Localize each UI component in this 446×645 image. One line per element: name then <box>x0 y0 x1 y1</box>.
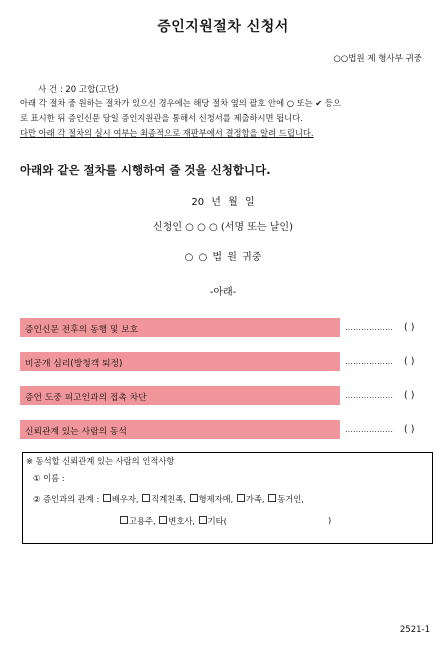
relation-employer-label: 고용주, <box>129 516 156 526</box>
option-label: 비공개 심리(방청객 퇴정) <box>25 359 123 369</box>
option-leader-dots: ……………… <box>345 323 393 332</box>
option-label: 신뢰관계 있는 사람의 동석 <box>25 427 127 437</box>
checkbox-spouse[interactable] <box>103 494 111 502</box>
apply-statement: 아래와 같은 절차를 시행하여 줄 것을 신청합니다. <box>20 163 271 177</box>
relation-lineal-label: 직계친족, <box>151 494 186 504</box>
court-division-line: ○○법원 제 형사부 귀중 <box>333 54 422 64</box>
companion-heading: ※ 동석할 신뢰관계 있는 사람의 인적사항 <box>26 456 175 466</box>
case-number-line: 사 건 : 20 고합(고단) <box>38 85 119 95</box>
relation-sibling-label: 형제자매, <box>198 494 234 504</box>
checkbox-sibling[interactable] <box>190 494 198 502</box>
option-checkbox-paren[interactable]: ( ) <box>404 356 415 367</box>
form-title: 증인지원절차 신청서 <box>157 19 289 35</box>
option-checkbox-paren[interactable]: ( ) <box>404 424 415 435</box>
option-leader-dots: ……………… <box>345 391 393 400</box>
option-leader-dots: ……………… <box>345 425 393 434</box>
form-code: 2521-1 <box>399 625 430 635</box>
relation-lawyer-label: 변호사, <box>168 516 196 526</box>
relation-cohabitant-label: 동거인, <box>277 494 304 504</box>
other-close-paren: ) <box>328 515 332 525</box>
relation-other-label: 기타( <box>207 516 227 526</box>
companion-name-field[interactable]: ① 이름 : <box>33 473 65 483</box>
relation-label: ② 증인과의 관계 : <box>33 494 100 504</box>
section-marker: -아래- <box>209 287 237 298</box>
instruction-line-2: 로 표시한 뒤 증인신문 당일 증인지원관을 통해서 신청서를 제출하시면 됩니다. <box>20 113 303 123</box>
checkbox-employer[interactable] <box>120 516 128 524</box>
checkbox-family[interactable] <box>237 494 245 502</box>
applicant-signature-line: 신청인 ○ ○ ○ (서명 또는 날인) <box>153 222 293 233</box>
option-label: 증언 도중 피고인과의 접촉 차단 <box>25 393 147 403</box>
checkbox-lineal-relative[interactable] <box>142 494 150 502</box>
relation-family-label: 가족, <box>245 494 265 504</box>
option-checkbox-paren[interactable]: ( ) <box>404 390 415 401</box>
instruction-line-1: 아래 각 절차 중 원하는 절차가 있으신 경우에는 해당 절차 옆의 괄호 안에 ○ 또는 ✔ 등으 <box>20 98 341 108</box>
checkbox-other[interactable] <box>199 516 207 524</box>
instructions <box>20 96 430 141</box>
option-leader-dots: ……………… <box>345 357 393 366</box>
checkbox-cohabitant[interactable] <box>268 494 276 502</box>
court-addressee: ○ ○ 법 원 귀중 <box>184 252 262 263</box>
date-line: 20 년 월 일 <box>191 197 255 208</box>
companion-relation-row-2 <box>119 515 227 527</box>
instruction-line-3: 다만 아래 각 절차의 실시 여부는 최종적으로 재판부에서 결정함을 알려 드립니다. <box>20 128 314 138</box>
companion-relation-row-1 <box>33 493 304 505</box>
checkbox-lawyer[interactable] <box>159 516 167 524</box>
relation-spouse-label: 배우자, <box>111 494 139 504</box>
option-checkbox-paren[interactable]: ( ) <box>404 322 415 333</box>
companion-info-box <box>22 452 433 544</box>
option-label: 증인신문 전후의 동행 및 보호 <box>25 325 139 335</box>
